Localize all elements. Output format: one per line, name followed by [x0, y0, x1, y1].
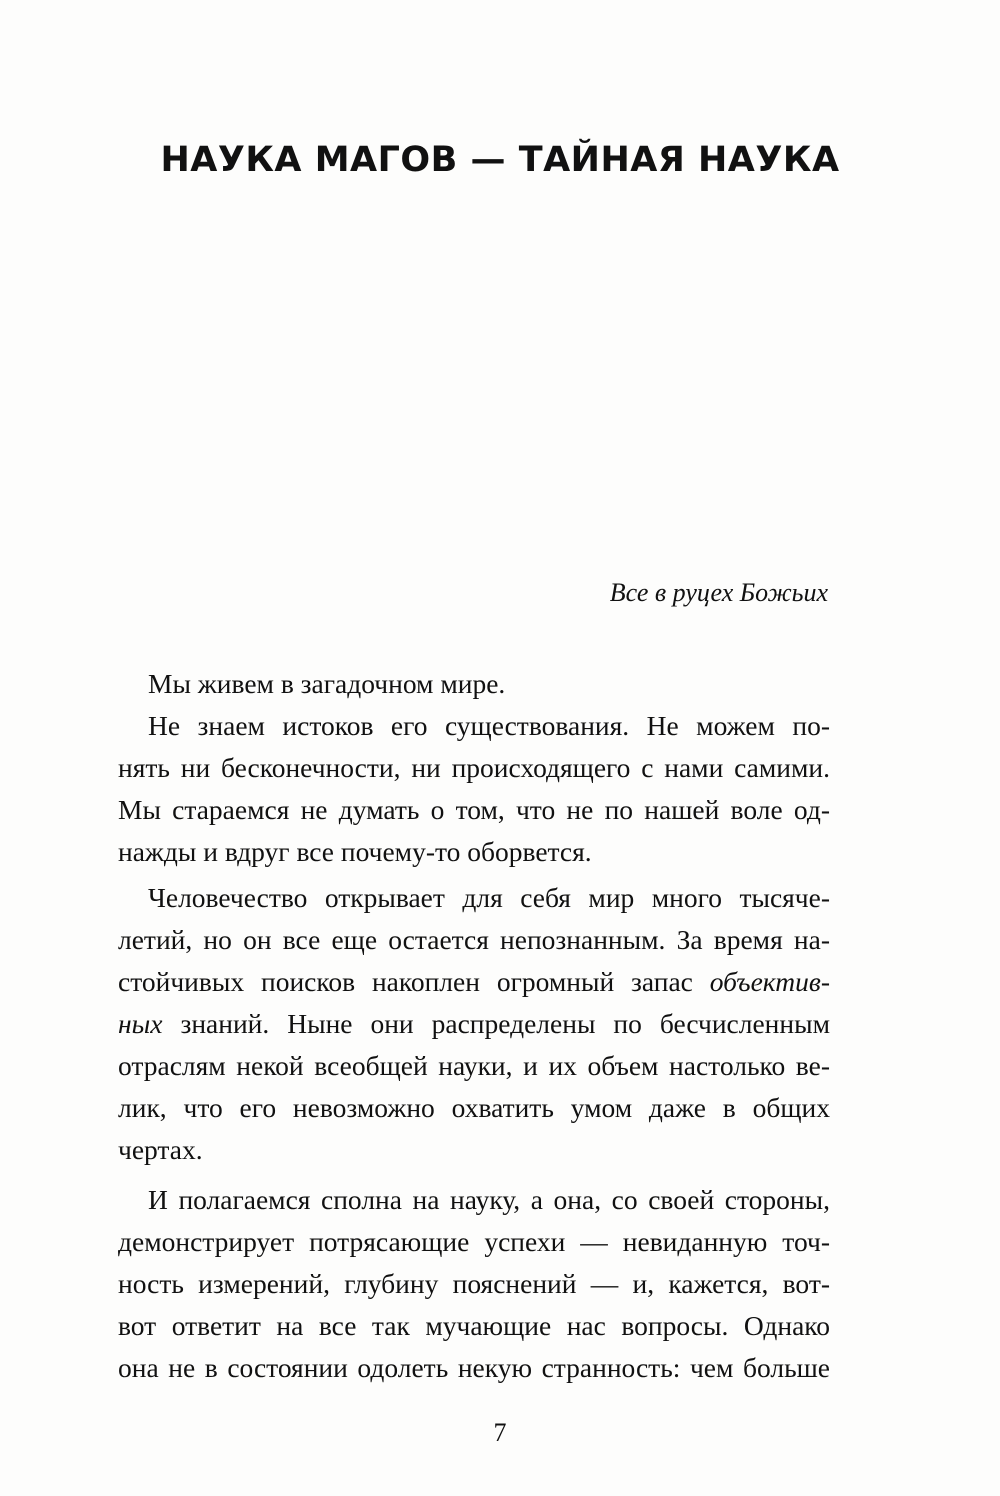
paragraph-3-line-4 — [118, 1004, 830, 1044]
paragraph-3-line-1: Человечество открывает для себя мир много тысяче- — [148, 882, 830, 913]
paragraph-2-line-1: Не знаем истоков его существования. Не можем по- — [148, 710, 830, 741]
paragraph-3-line-3: стойчивых поисков накоплен огромный запас объектив- — [118, 966, 830, 997]
emphasis-word-part-2: ных — [118, 1008, 163, 1039]
paragraph-3-line-7: чертах. — [118, 1134, 203, 1165]
paragraph-4-line-5: она не в состоянии одолеть некую странность: чем больше — [118, 1352, 830, 1383]
paragraph-2-line-2: нять ни бесконечности, ни происходящего с нами самими. — [118, 752, 830, 783]
epigraph: Все в руцех Божьих — [609, 578, 828, 607]
emphasis-word-part-1: объектив — [709, 966, 821, 997]
page-number: 7 — [493, 1418, 507, 1447]
paragraph-2-line-3: Мы стараемся не думать о том, что не по нашей воле од- — [118, 794, 830, 825]
paragraph-3-line-6: лик, что его невозможно охватить умом даже в общих — [118, 1092, 830, 1123]
paragraph-3-line-5: отраслям некой всеобщей науки, и их объем настолько ве- — [118, 1050, 830, 1081]
paragraph-4-line-1: И полагаемся сполна на науку, а она, со своей стороны, — [148, 1184, 830, 1215]
paragraph-3-line-4-text: знаний. Ныне они распределены по бесчисленным — [162, 1008, 830, 1039]
paragraph-1-line-1: Мы живем в загадочном мире. — [148, 668, 506, 699]
paragraph-3-line-3-text: стойчивых поисков накоплен огромный запас — [118, 966, 710, 997]
paragraph-4-line-4: вот ответит на все так мучающие нас вопросы. Однако — [118, 1310, 830, 1341]
paragraph-4-line-3: ность измерений, глубину пояснений — и, кажется, вот- — [118, 1268, 830, 1299]
paragraph-3-line-2: летий, но он все еще остается непознанным. За время на- — [118, 924, 830, 955]
paragraph-2-line-4: нажды и вдруг все почему-то оборвется. — [118, 836, 592, 867]
chapter-title: НАУКА МАГОВ — ТАЙНАЯ НАУКА — [160, 140, 840, 180]
paragraph-4-line-2: демонстрирует потрясающие успехи — невиданную точ- — [118, 1226, 830, 1257]
